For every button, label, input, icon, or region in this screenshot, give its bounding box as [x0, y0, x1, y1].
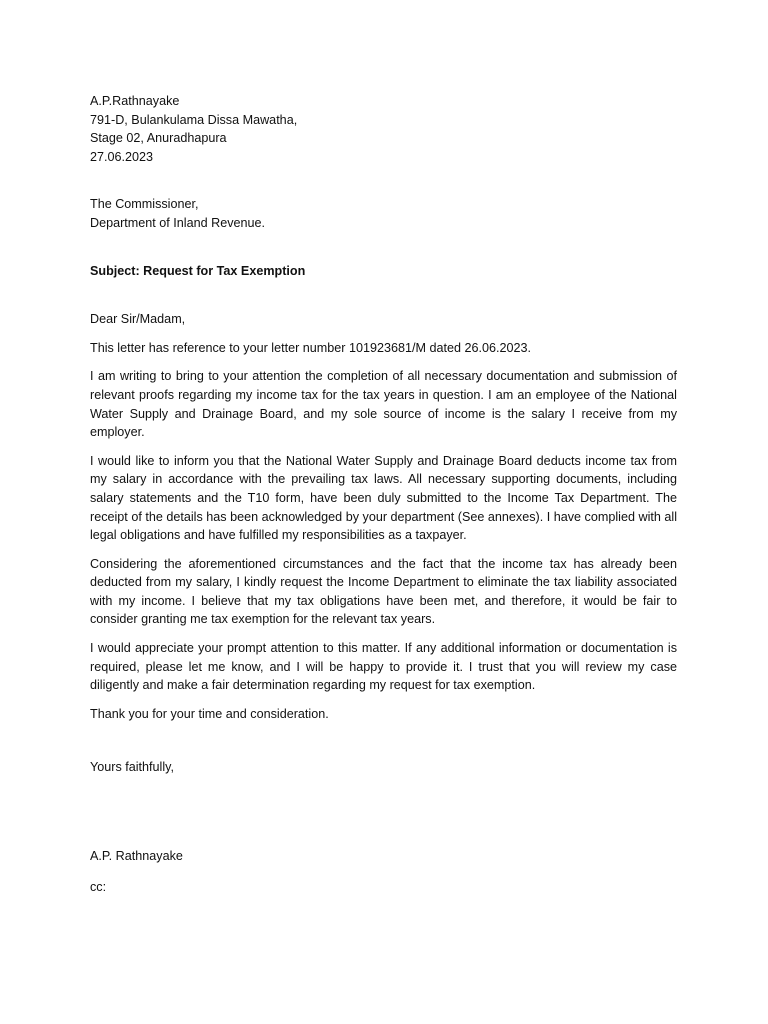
salutation: Dear Sir/Madam,	[90, 312, 186, 327]
body-paragraph-3: Considering the aforementioned circumstances and the fact that the income tax has already been deducted from my salary, I kindly request the Income Department to eliminate the tax liability associated with my income. I believe that my tax obligations have been met, and therefore, it would be fair to consider granting me tax exemption for the relevant tax years.	[90, 556, 677, 627]
thanks-line: Thank you for your time and consideration.	[90, 706, 329, 721]
closing-line: Yours faithfully,	[90, 760, 175, 775]
cc-label: cc:	[90, 879, 107, 894]
recipient-title: The Commissioner,	[90, 197, 199, 212]
body-paragraph-2: I would like to inform you that the National Water Supply and Drainage Board deducts income tax from my salary in accordance with the prevailing tax laws. All necessary supporting documents, including salary statements and the T10 form, have been duly submitted to the Income Tax Department. The receipt of the details has been acknowledged by your department (See annexes). I have complied with all legal obligations and have fulfilled my responsibilities as a taxpayer.	[90, 453, 677, 543]
sender-address-block	[90, 92, 677, 166]
sender-name: A.P.Rathnayake	[90, 94, 180, 108]
reference-line: This letter has reference to your letter number 101923681/M dated 26.06.2023.	[90, 340, 532, 355]
body-paragraph-4: I would appreciate your prompt attention to this matter. If any additional information or documentation is required, please let me know, and I will be happy to provide it. I trust that you will review my case diligently and make a fair determination regarding my request for tax exemption.	[90, 641, 677, 693]
recipient-block	[90, 195, 677, 232]
recipient-department: Department of Inland Revenue.	[90, 215, 266, 230]
body-paragraph-1: I am writing to bring to your attention the completion of all necessary documentation and submission of relevant proofs regarding my income tax for the tax years in question. I am an employee of the National Water Supply and Drainage Board, and my sole source of income is the salary I receive from my employer.	[90, 369, 677, 440]
letter-subject: Subject: Request for Tax Exemption	[90, 263, 306, 278]
letter-date: 27.06.2023	[90, 149, 154, 164]
sender-address-line-1: 791-D, Bulankulama Dissa Mawatha,	[90, 112, 298, 127]
signature-name: A.P. Rathnayake	[90, 849, 183, 864]
letter-content	[90, 92, 677, 896]
sender-address-line-2: Stage 02, Anuradhapura	[90, 131, 227, 146]
